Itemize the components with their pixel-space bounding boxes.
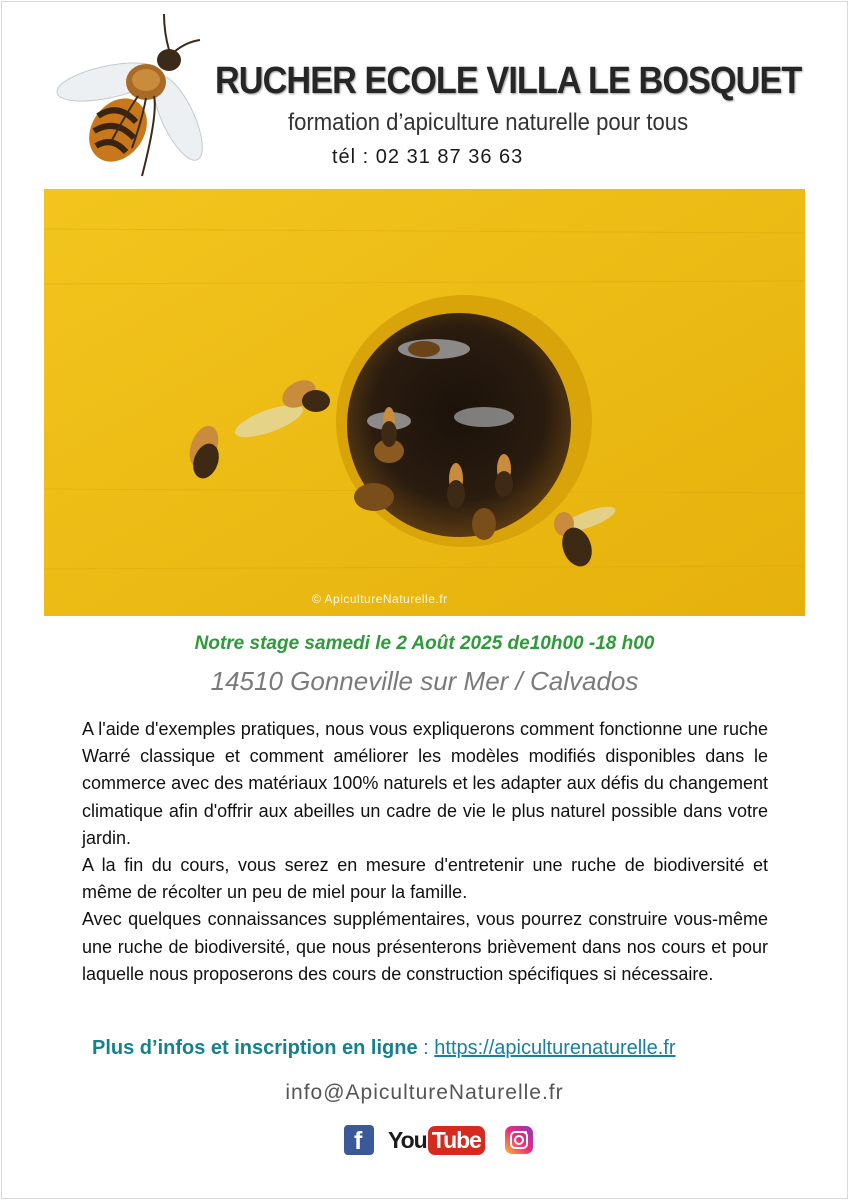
instagram-icon[interactable]: [505, 1126, 533, 1154]
bee-logo-icon: [46, 10, 211, 185]
facebook-icon[interactable]: [344, 1125, 374, 1155]
website-link[interactable]: https://apiculturenaturelle.fr: [434, 1037, 676, 1059]
hive-entrance-photo: [44, 189, 805, 616]
event-date: Notre stage samedi le 2 Août 2025 de10h00 -18 h00: [194, 633, 655, 654]
youtube-tube: Tube: [428, 1126, 485, 1155]
social-links: [344, 1124, 533, 1156]
paragraph: A la fin du cours, vous serez en mesure d'entretenir une ruche de biodiversité et même de récolter un peu de miel pour la famille.: [82, 855, 768, 903]
more-info-label: Plus d’infos et inscription en ligne: [92, 1037, 418, 1059]
phone-number: tél : 02 31 87 36 63: [332, 146, 524, 168]
separator: :: [417, 1037, 435, 1059]
event-location: 14510 Gonneville sur Mer / Calvados: [210, 666, 639, 696]
photo-copyright: © ApicultureNaturelle.fr: [312, 592, 448, 606]
school-title: RUCHER ECOLE VILLA LE BOSQUET: [215, 60, 802, 102]
school-subtitle: formation d’apiculture naturelle pour tous: [288, 109, 689, 136]
paragraph: A l'aide d'exemples pratiques, nous vous expliquerons comment fonctionne une ruche Warré classique et comment améliorer les modèles modifiés disponibles dans le commerce avec des matériaux 100% naturels et les adapter aux défis du changement climatique afin d'offrir aux abeilles un cadre de vie le plus naturel possible dans votre jardin.: [82, 719, 768, 848]
more-info-line: [92, 1037, 676, 1060]
contact-email[interactable]: info@ApicultureNaturelle.fr: [285, 1081, 564, 1104]
youtube-you: You: [388, 1126, 427, 1153]
facebook-glyph: f: [354, 1127, 363, 1155]
youtube-icon[interactable]: [388, 1126, 485, 1155]
course-description: [82, 716, 768, 988]
paragraph: Avec quelques connaissances supplémentaires, vous pourrez construire vous-même une ruche de biodiversité, que nous présenterons brièvement dans nos cours et pour laquelle nous proposerons des cours de construction spécifiques si nécessaire.: [82, 909, 768, 984]
